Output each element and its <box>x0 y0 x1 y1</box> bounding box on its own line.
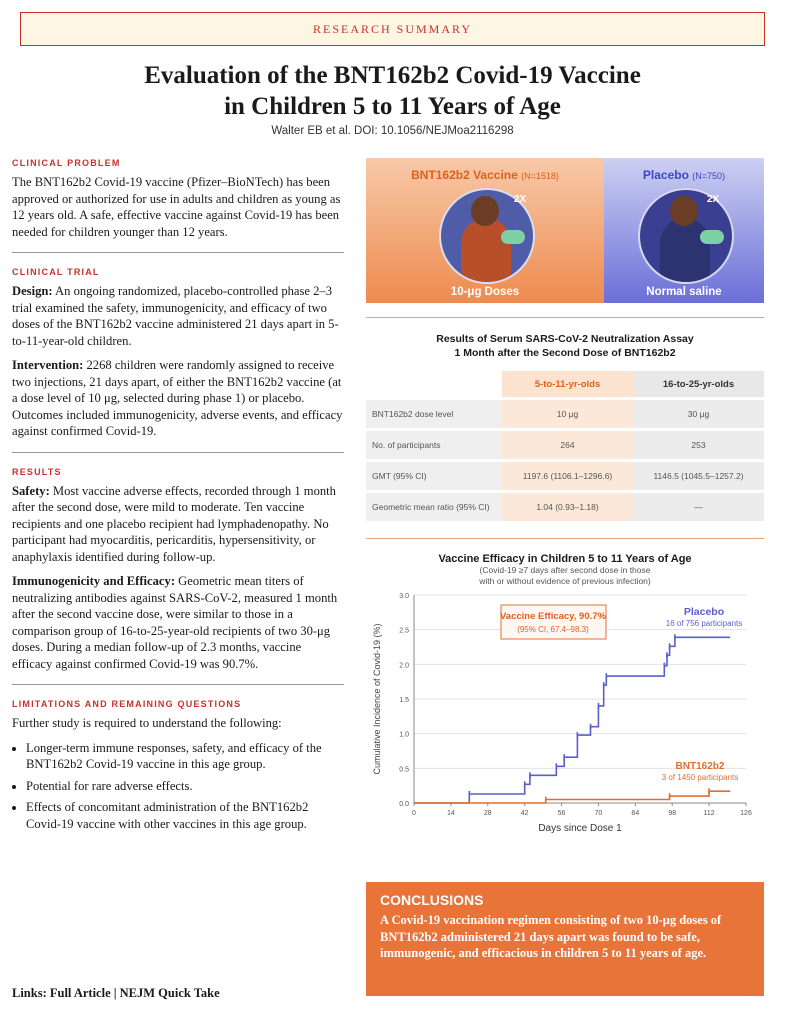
y-tick-label: 1.5 <box>399 697 409 704</box>
table-row <box>366 400 764 428</box>
row-label: BNT162b2 dose level <box>366 400 502 428</box>
chart-subtitle <box>366 565 764 587</box>
cell-5-11: 1197.6 (1106.1–1296.6) <box>502 462 633 490</box>
y-tick-label: 2.0 <box>399 662 409 670</box>
byline: Walter EB et al. DOI: 10.1056/NEJMoa2116298 <box>271 125 514 137</box>
safety-label: Safety: <box>12 483 50 498</box>
table-row <box>366 493 764 521</box>
x-tick-label: 56 <box>557 810 566 817</box>
x-tick-label: 126 <box>740 810 752 817</box>
section-banner <box>20 12 765 46</box>
row-label: Geometric mean ratio (95% CI) <box>366 493 502 521</box>
placebo-series-name: Placebo <box>683 606 725 618</box>
safety-paragraph <box>12 483 344 566</box>
x-tick-label: 70 <box>594 810 603 817</box>
table-title-line-2: 1 Month after the Second Dose of BNT162b2 <box>454 347 676 359</box>
x-tick-label: 14 <box>446 810 455 817</box>
intervention-text: 2268 children were randomly assigned to receive two injections, 21 days apart, of either the BNT162b2 vaccine (at a dose level of 10 μg, selected during phase 1) or placebo. Outcomes included immunogenicity, adverse events, and efficacy against confirmed Covid-19. <box>12 358 343 438</box>
immunogenicity-label: Immunogenicity and Efficacy: <box>12 574 176 588</box>
vaccine-arm-n: (N=1518) <box>521 171 559 181</box>
conclusions-heading: CONCLUSIONS <box>380 892 484 908</box>
placebo-dose-label: Normal saline <box>646 286 722 298</box>
chart-subtitle-line-1: (Covid-19 ≥7 days after second dose in those <box>479 565 651 575</box>
safety-text: Most vaccine adverse effects, recorded through 1 month after the second dose, were mild to moderate. Ten vaccine recipients and one placebo recipient had lymphadenopathy. No participant had myocarditis, pericarditis, hypersensitivity, or anaphylaxis identified during follow-up. <box>12 483 336 564</box>
placebo-arm-name: Placebo <box>642 168 689 182</box>
child-head-icon <box>670 196 698 226</box>
clinical-problem-heading: CLINICAL PROBLEM <box>12 158 121 168</box>
y-tick-label: 3.0 <box>399 593 409 600</box>
quick-take-link[interactable]: NEJM Quick Take <box>119 986 220 1000</box>
chart-title: Vaccine Efficacy in Children 5 to 11 Years of Age <box>438 553 692 565</box>
table-title-line-1: Results of Serum SARS-CoV-2 Neutralization Assay <box>436 333 694 345</box>
left-column <box>12 158 344 837</box>
list-item: • Potential for rare adverse effects. <box>26 778 344 795</box>
table-corner <box>366 371 502 397</box>
efficacy-chart <box>366 587 764 833</box>
vaccine-arm-panel <box>366 158 604 303</box>
y-axis-label: Cumulative Incidence of Covid-19 (%) <box>372 623 382 775</box>
table-title <box>366 332 764 360</box>
full-article-link[interactable]: Full Article <box>49 986 111 1000</box>
placebo-arm-panel <box>604 158 764 303</box>
row-label: No. of participants <box>366 431 502 459</box>
vaccine-dose-count: 2X <box>514 194 527 205</box>
banner-label: RESEARCH SUMMARY <box>312 21 473 36</box>
limitations-list <box>12 740 344 833</box>
page-title <box>0 60 785 122</box>
cell-16-25: 30 μg <box>633 400 764 428</box>
x-tick-label: 98 <box>668 810 677 817</box>
placebo-series-count: 16 of 756 participants <box>665 619 743 628</box>
vaccine-series-name: BNT162b2 <box>675 761 725 772</box>
divider <box>12 684 344 685</box>
x-tick-label: 0 <box>412 810 416 817</box>
links-bar <box>12 986 220 1001</box>
x-tick-label: 112 <box>703 810 715 817</box>
efficacy-annotation-box <box>500 605 607 639</box>
gloved-hand-icon <box>700 230 724 244</box>
x-axis-ticks <box>412 803 752 817</box>
col-header-5-11: 5-to-11-yr-olds <box>502 371 633 397</box>
y-tick-label: 2.5 <box>399 627 409 635</box>
y-tick-label: 1.0 <box>399 731 409 739</box>
x-tick-label: 42 <box>520 810 529 817</box>
divider <box>366 538 764 539</box>
x-tick-label: 28 <box>483 810 492 817</box>
divider <box>366 317 764 318</box>
neutralization-table <box>366 368 764 524</box>
limitations-heading: LIMITATIONS AND REMAINING QUESTIONS <box>12 699 242 709</box>
y-tick-label: 0.0 <box>399 801 409 808</box>
x-axis-label: Days since Dose 1 <box>538 823 622 833</box>
conclusions-text: A Covid-19 vaccination regimen consisting of two 10-μg doses of BNT162b2 administered 21 days apart was found to be safe, immunogenic, and efficacious in children 5 to 11 years of age. <box>380 913 722 960</box>
intervention-label: Intervention: <box>12 358 84 372</box>
links-label: Links: <box>12 986 47 1000</box>
child-figure-icon <box>461 218 511 284</box>
cell-5-11: 1.04 (0.93–1.18) <box>502 493 633 521</box>
vaccine-arm-title <box>366 168 604 182</box>
immunogenicity-text: Geometric mean titers of neutralizing antibodies against SARS-CoV-2, measured 1 month after the second vaccine dose, were similar to those in a comparison group of 16-to-25-year-old recipients of two 30-μg doses. During a median follow-up of 2.3 months, vaccine efficacy against confirmed Covid-19 was 90.7%. <box>12 574 338 671</box>
links-separator: | <box>110 986 120 1000</box>
y-tick-label: 0.5 <box>399 766 409 774</box>
design-label: Design: <box>12 284 53 298</box>
results-heading: RESULTS <box>12 466 62 477</box>
table-header-row <box>366 371 764 397</box>
clinical-trial-heading: CLINICAL TRIAL <box>12 267 100 277</box>
x-tick-label: 84 <box>631 810 640 817</box>
cell-16-25: 253 <box>633 431 764 459</box>
y-axis-ticks <box>399 593 409 808</box>
placebo-arm-n: (N=750) <box>692 171 726 181</box>
limitations-intro: Further study is required to understand the following: <box>12 716 282 730</box>
divider <box>12 452 344 453</box>
child-figure-icon <box>660 218 710 284</box>
col-header-16-25: 16-to-25-yr-olds <box>633 371 764 397</box>
placebo-arm-title <box>604 168 764 182</box>
vaccine-dose-label: 10-μg Doses <box>450 286 520 298</box>
table-row <box>366 462 764 490</box>
gloved-hand-icon <box>501 230 525 244</box>
title-line-2: in Children 5 to 11 Years of Age <box>224 93 561 120</box>
placebo-scene-icon <box>638 188 734 284</box>
immunogenicity-paragraph <box>12 573 344 672</box>
chart-subtitle-line-2: with or without evidence of previous infection) <box>479 576 651 586</box>
trial-arms-illustration <box>366 158 764 303</box>
row-label: GMT (95% CI) <box>366 462 502 490</box>
table-row <box>366 431 764 459</box>
annotation-ci: (95% CI, 67.4–98.3) <box>517 625 589 634</box>
cell-5-11: 264 <box>502 431 633 459</box>
conclusions-box <box>366 882 764 996</box>
vaccine-line <box>414 791 730 803</box>
title-line-1: Evaluation of the BNT162b2 Covid-19 Vaccine <box>144 62 641 89</box>
vaccine-series-count: 3 of 1450 participants <box>661 773 739 782</box>
intervention-paragraph <box>12 357 344 440</box>
list-item: • Effects of concomitant administration of the BNT162b2 Covid-19 vaccine with other vaccines in this age group. <box>26 799 344 832</box>
list-item: • Longer-term immune responses, safety, and efficacy of the BNT162b2 Covid-19 vaccine in this age group. <box>26 740 344 773</box>
annotation-efficacy: Vaccine Efficacy, 90.7% <box>500 611 606 622</box>
vaccine-arm-name: BNT162b2 Vaccine <box>411 168 518 182</box>
child-head-icon <box>471 196 499 226</box>
cell-16-25: — <box>633 493 764 521</box>
cell-5-11: 10 μg <box>502 400 633 428</box>
cell-16-25: 1146.5 (1045.5–1257.2) <box>633 462 764 490</box>
placebo-dose-count: 2X <box>707 194 720 205</box>
design-paragraph <box>12 283 344 349</box>
right-column <box>366 158 764 838</box>
design-text: An ongoing randomized, placebo-controlled phase 2–3 trial examined the safety, immunogenicity, and efficacy of two doses of the BNT162b2 vaccine administered 21 days apart in 5-to-11-year-old children. <box>12 284 339 348</box>
divider <box>12 252 344 253</box>
clinical-problem-text: The BNT162b2 Covid-19 vaccine (Pfizer–BioNTech) has been approved or authorized for use in adults and children as young as 12 years old. A safe, effective vaccine against Covid-19 has been needed for children younger than 12 years. <box>12 175 341 239</box>
